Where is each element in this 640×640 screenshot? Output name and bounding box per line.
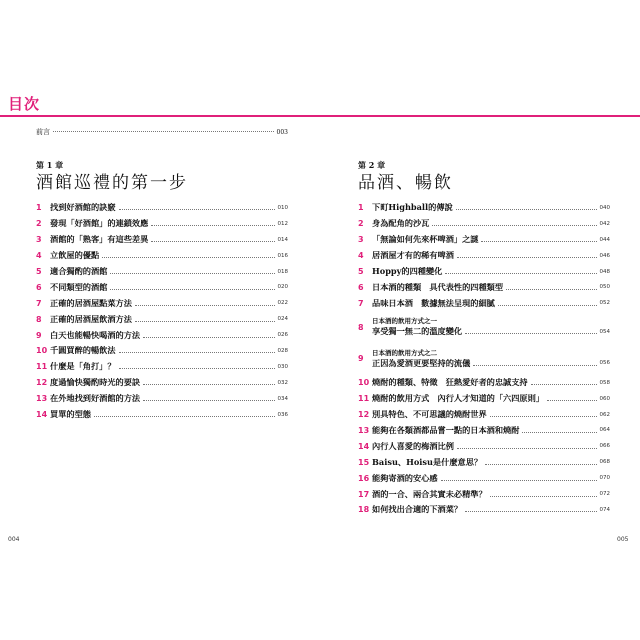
entry-title: 酒的一合、兩合其實未必精準？ — [372, 488, 487, 499]
dot-leader — [441, 480, 597, 481]
dot-leader — [531, 384, 597, 385]
entry-number: 15 — [358, 457, 370, 467]
toc-entry[interactable] — [36, 295, 288, 311]
entry-page: 012 — [277, 220, 288, 227]
toc-entry[interactable] — [36, 359, 288, 375]
entry-page: 066 — [599, 443, 610, 450]
dot-leader — [135, 305, 275, 306]
entry-number: 16 — [358, 473, 370, 483]
toc-title: 目次 — [8, 95, 41, 113]
entry-title: 找到好酒館的訣竅 — [50, 202, 116, 213]
page-number-left: 004 — [8, 536, 20, 543]
toc-entry[interactable] — [358, 295, 610, 311]
entry-title: 正確的居酒屋點菜方法 — [50, 297, 132, 308]
dot-leader — [465, 511, 596, 512]
toc-entry[interactable] — [358, 279, 610, 295]
entry-page: 028 — [277, 347, 288, 354]
entry-page: 042 — [599, 220, 610, 227]
dot-leader — [143, 337, 274, 338]
entry-number: 10 — [358, 378, 370, 388]
entry-number: 17 — [358, 489, 370, 499]
toc-entry[interactable] — [358, 264, 610, 280]
toc-entry[interactable] — [358, 311, 610, 343]
entry-number: 5 — [358, 267, 364, 276]
toc-entry[interactable] — [36, 248, 288, 264]
entry-title: Baisu、Hoisu是什麼意思？ — [372, 456, 483, 467]
entry-number: 9 — [36, 330, 42, 340]
entry-number: 5 — [36, 267, 42, 276]
dot-leader — [522, 432, 596, 433]
entry-title: 日本酒的種類 具代表性的四種類型 — [372, 281, 504, 292]
entry-body — [372, 317, 610, 337]
toc-entry[interactable] — [358, 423, 610, 439]
entry-page: 060 — [599, 395, 610, 402]
entry-page: 052 — [599, 300, 610, 307]
entry-title: 燒酎的飲用方式 內行人才知道的「六四原則」 — [372, 393, 544, 404]
entry-page: 048 — [599, 268, 610, 275]
entry-number: 11 — [36, 362, 48, 372]
toc-entry[interactable] — [358, 454, 610, 470]
entry-page: 036 — [277, 411, 288, 418]
entry-number: 7 — [36, 298, 42, 308]
entry-number: 1 — [36, 203, 42, 213]
chapter-label: 第 2 章 — [358, 160, 386, 170]
entry-number: 9 — [358, 354, 364, 364]
entry-body — [372, 349, 610, 369]
preface-page: 003 — [276, 129, 288, 136]
entry-number: 4 — [36, 251, 42, 261]
entry-number: 14 — [36, 410, 48, 420]
toc-entry[interactable] — [36, 232, 288, 248]
toc-entry[interactable] — [36, 279, 288, 295]
entry-number: 4 — [358, 251, 364, 261]
toc-entry[interactable] — [36, 216, 288, 232]
entry-number: 7 — [358, 298, 364, 308]
entry-page: 016 — [277, 252, 288, 259]
entry-page: 022 — [277, 300, 288, 307]
entry-number: 1 — [358, 203, 364, 213]
dot-leader — [119, 209, 275, 210]
entry-title: 別具特色、不可思議的燒酎世界 — [372, 409, 487, 420]
entry-title: 燒酎的種類、特徵 狂熱愛好者的忠誠支持 — [372, 377, 528, 388]
entry-number: 8 — [36, 314, 42, 324]
entry-page: 026 — [277, 332, 288, 339]
entry-page: 030 — [277, 363, 288, 370]
entry-number: 12 — [36, 378, 48, 388]
toc-entry[interactable] — [358, 407, 610, 423]
chapter-2-entries — [358, 200, 610, 518]
entry-title: 品味日本酒 數據無法呈現的細膩 — [372, 297, 495, 308]
entry-title: 居酒屋才有的稀有啤酒 — [372, 250, 454, 261]
dot-leader — [135, 321, 275, 322]
entry-number: 8 — [358, 322, 364, 332]
dot-leader — [465, 333, 596, 334]
entry-page: 074 — [599, 506, 610, 513]
toc-entry[interactable] — [36, 311, 288, 327]
entry-page: 018 — [277, 268, 288, 275]
entry-page: 024 — [277, 316, 288, 323]
entry-title: 立飲屋的優點 — [50, 250, 100, 261]
entry-number: 6 — [358, 282, 364, 292]
dot-leader — [457, 448, 597, 449]
dot-leader — [53, 131, 274, 132]
entry-page: 046 — [599, 252, 610, 259]
toc-entry[interactable] — [36, 375, 288, 391]
entry-page: 062 — [599, 411, 610, 418]
entry-title: 不同類型的酒館 — [50, 281, 108, 292]
entry-number: 2 — [36, 219, 42, 229]
toc-entry[interactable] — [358, 470, 610, 486]
entry-title: 如何找出合適的下酒菜？ — [372, 504, 463, 515]
entry-page: 032 — [277, 379, 288, 386]
entry-page: 056 — [599, 360, 610, 367]
dot-leader — [485, 464, 596, 465]
entry-number: 12 — [358, 410, 370, 420]
toc-entry[interactable] — [36, 391, 288, 407]
dot-leader — [143, 400, 274, 401]
preface-label: 前言 — [36, 128, 50, 136]
chapter-2-column — [358, 160, 610, 518]
dot-leader — [151, 225, 274, 226]
chapter-title: 品酒、暢飲 — [358, 173, 453, 193]
dot-leader — [432, 225, 596, 226]
dot-leader — [457, 257, 597, 258]
entry-title: 發現「好酒館」的連鎖效應 — [50, 218, 149, 229]
dot-leader — [498, 305, 597, 306]
entry-page: 068 — [599, 459, 610, 466]
toc-entry[interactable] — [358, 438, 610, 454]
entry-number: 18 — [358, 505, 370, 515]
entry-number: 13 — [36, 394, 48, 404]
entry-line — [372, 358, 610, 369]
entry-number: 10 — [36, 346, 48, 356]
header-rule — [0, 115, 640, 117]
dot-leader — [102, 257, 274, 258]
entry-title: 買單的型態 — [50, 409, 91, 420]
toc-entry[interactable] — [358, 232, 610, 248]
entry-title: Hoppy的四種變化 — [372, 266, 443, 276]
dot-leader — [506, 289, 596, 290]
dot-leader — [456, 209, 597, 210]
entry-page: 040 — [599, 204, 610, 211]
entry-subtitle: 日本酒的飲用方式之一 — [372, 317, 437, 326]
chapter-title: 酒館巡禮的第一步 — [36, 173, 188, 193]
dot-leader — [119, 352, 275, 353]
dot-leader — [94, 416, 275, 417]
dot-leader — [151, 241, 274, 242]
dot-leader — [490, 416, 597, 417]
toc-entry[interactable] — [358, 216, 610, 232]
entry-page: 054 — [599, 328, 610, 335]
entry-number: 11 — [358, 394, 370, 404]
dot-leader — [110, 289, 274, 290]
entry-number: 3 — [358, 235, 364, 245]
toc-entry[interactable] — [358, 502, 610, 518]
entry-title: 能夠寄酒的安心感 — [372, 472, 438, 483]
entry-title: 下町Highball的傳說 — [372, 202, 453, 213]
entry-title: 內行人喜愛的梅酒比例 — [372, 440, 454, 451]
entry-page: 064 — [599, 427, 610, 434]
toc-entry[interactable] — [36, 200, 288, 216]
toc-header — [8, 93, 40, 114]
entry-title: 正因為愛酒更要堅持的流儀 — [372, 357, 471, 368]
toc-entry[interactable] — [36, 327, 288, 343]
dot-leader — [490, 496, 597, 497]
entry-title: 享受獨一無二的溫度變化 — [372, 326, 463, 337]
entry-title: 什麼是「角打」？ — [50, 361, 116, 372]
chapter-label: 第 1 章 — [36, 160, 64, 170]
entry-line — [372, 326, 610, 337]
toc-entry[interactable] — [358, 248, 610, 264]
toc-entry[interactable] — [358, 200, 610, 216]
entry-page: 020 — [277, 284, 288, 291]
entry-number: 14 — [358, 441, 370, 451]
entry-title: 適合獨酌的酒館 — [50, 266, 108, 276]
entry-title: 在外地找到好酒館的方法 — [50, 393, 141, 404]
dot-leader — [481, 241, 596, 242]
entry-title: 酒館的「熟客」有這些差異 — [50, 234, 149, 245]
entry-page: 044 — [599, 236, 610, 243]
dot-leader — [119, 368, 275, 369]
entry-page: 070 — [599, 475, 610, 482]
chapter-1-entries — [36, 200, 288, 422]
toc-entry[interactable] — [358, 343, 610, 375]
entry-title: 正確的居酒屋飲酒方法 — [50, 313, 132, 324]
entry-page: 034 — [277, 395, 288, 402]
entry-page: 050 — [599, 284, 610, 291]
dot-leader — [143, 384, 274, 385]
toc-entry[interactable] — [36, 407, 288, 423]
entry-number: 13 — [358, 425, 370, 435]
entry-title: 身為配角的沙瓦 — [372, 218, 430, 229]
entry-page: 072 — [599, 491, 610, 497]
entry-page: 058 — [599, 379, 610, 386]
page-number-right: 005 — [617, 536, 629, 543]
entry-title: 度過愉快獨酌時光的要訣 — [50, 377, 141, 388]
entry-title: 白天也能暢快喝酒的方法 — [50, 329, 141, 340]
toc-entry[interactable] — [358, 391, 610, 407]
entry-number: 6 — [36, 282, 42, 292]
entry-title: 「無論如何先來杯啤酒」之謎 — [372, 234, 479, 245]
toc-entry[interactable] — [36, 264, 288, 280]
preface-entry[interactable] — [36, 127, 288, 137]
dot-leader — [547, 400, 597, 401]
dot-leader — [445, 273, 596, 274]
toc-entry[interactable] — [36, 343, 288, 359]
entry-page: 010 — [277, 204, 288, 211]
toc-entry[interactable] — [358, 486, 610, 502]
entry-subtitle: 日本酒的飲用方式之二 — [372, 348, 437, 357]
chapter-1-column — [36, 160, 288, 422]
entry-title: 千圓買醉的暢飲法 — [50, 345, 116, 356]
toc-entry[interactable] — [358, 375, 610, 391]
entry-title: 能夠在各類酒都品嘗一點的日本酒和燒酎 — [372, 424, 520, 435]
entry-number: 3 — [36, 235, 42, 245]
dot-leader — [473, 365, 596, 366]
entry-number: 2 — [358, 219, 364, 229]
dot-leader — [110, 273, 274, 274]
entry-page: 014 — [277, 236, 288, 243]
